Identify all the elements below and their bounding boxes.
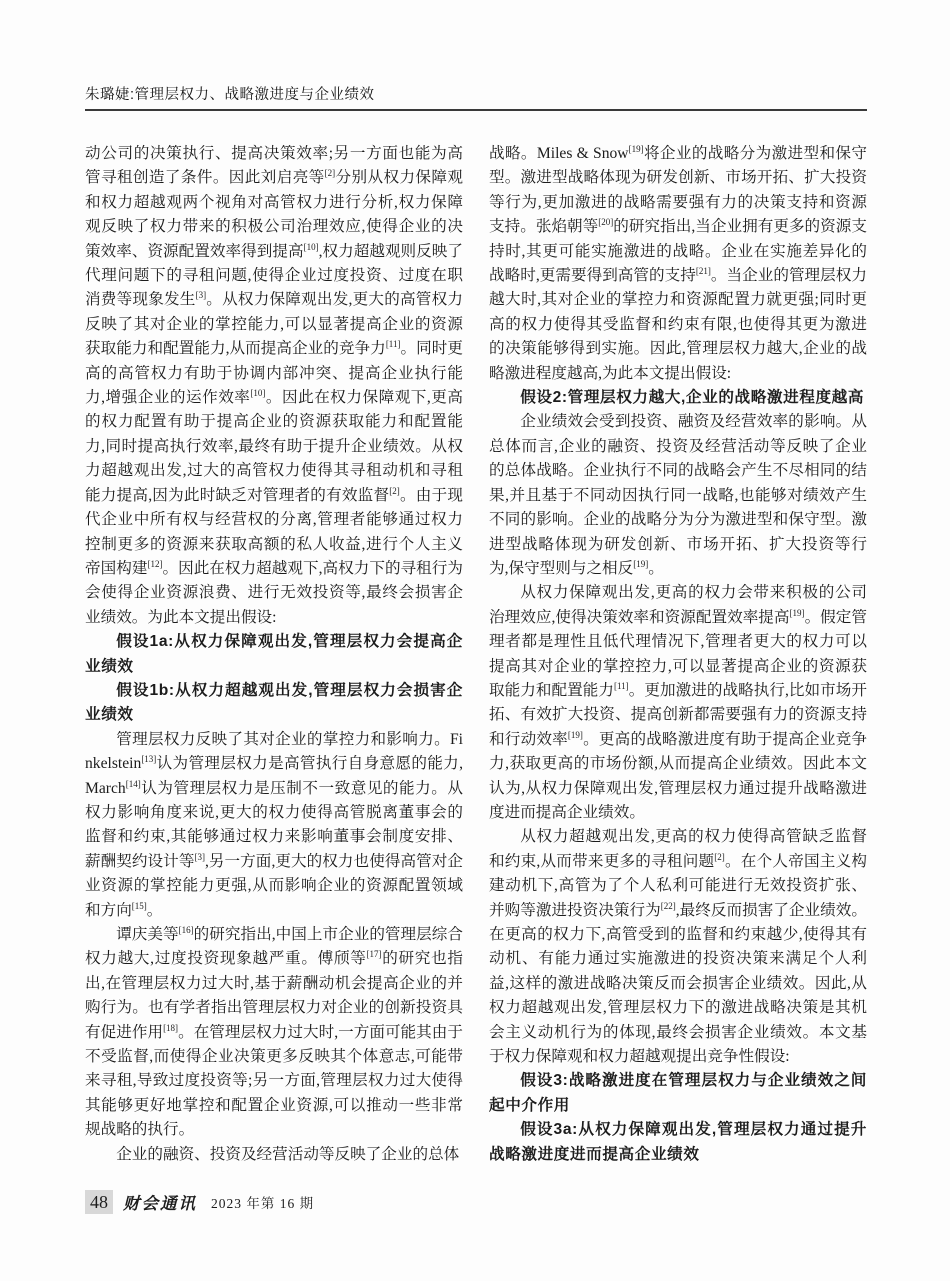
page-header — [85, 86, 867, 111]
body-paragraph: 管理层权力反映了其对企业的掌控力和影响力。Finkelstein[13]认为管理层权力是高管执行自身意愿的能力,March[14]认为管理层权力是压制不一致意见的能力。从权力影响角度来说,更大的权力使得高管脱离董事会的监督和约束,其能够通过权力来影响董事会制度安排、薪酬契约设计等[3],另一方面,更大的权力也使得高管对企业资源的掌控能力更强,从而影响企业的资源配置领域和方向[15]。 — [85, 730, 463, 919]
body-paragraph: 动公司的决策执行、提高决策效率;另一方面也能为高管寻租创造了条件。因此刘启亮等[2]分别从权力保障观和权力超越观两个视角对高管权力进行分析,权力保障观反映了权力带来的积极公司治理效应,使得企业的决策效率、资源配置效率得到提高[10],权力超越观则反映了代理问题下的寻租问题,使得企业过度投资、过度在职消费等现象发生[3]。从权力保障观出发,更大的高管权力反映了其对企业的掌控能力,可以显著提高企业的资源获取能力和配置能力,从而提高企业的竞争力[11]。同时更高的高管权力有助于协调内部冲突、提高企业执行能力,增强企业的运作效率[10]。因此在权力保障观下,更高的权力配置有助于提高企业的资源获取能力和配置能力,同时提高执行效率,最终有助于提升企业绩效。从权力超越观出发,过大的高管权力使得其寻租动机和寻租能力提高,因为此时缺乏对管理者的有效监督[2]。由于现代企业中所有权与经营权的分离,管理者能够通过权力控制更多的资源来获取高额的私人收益,进行个人主义帝国构建[12]。因此在权力超越观下,高权力下的寻租行为会使得企业资源浪费、进行无效投资等,最终会损害企业绩效。为此本文提出假设: — [85, 145, 463, 626]
citation-ref: [2] — [324, 168, 336, 179]
hypothesis-paragraph: 假设3a:从权力保障观出发,管理层权力通过提升战略激进度进而提高企业绩效 — [489, 1121, 867, 1163]
page-footer — [85, 1190, 867, 1214]
citation-ref: [2] — [714, 851, 725, 862]
body-paragraph: 企业的融资、投资及经营活动等反映了企业的总体 — [116, 1145, 460, 1163]
citation-ref: [12] — [147, 558, 163, 569]
issue-info: 2023 年第 16 期 — [211, 1196, 315, 1211]
article-body — [85, 142, 867, 1167]
citation-ref: [14] — [125, 778, 141, 789]
citation-ref: [10] — [250, 387, 266, 398]
citation-ref: [19] — [633, 558, 649, 569]
citation-ref: [19] — [567, 729, 583, 740]
column-right — [489, 142, 867, 1167]
citation-ref: [19] — [789, 607, 805, 618]
citation-ref: [18] — [163, 1022, 179, 1033]
citation-ref: [20] — [598, 217, 614, 228]
citation-ref: [10] — [303, 241, 319, 252]
citation-ref: [2] — [389, 485, 400, 496]
citation-ref: [3] — [195, 290, 207, 301]
running-title: 朱璐婕:管理层权力、战略激进度与企业绩效 — [85, 87, 375, 103]
citation-ref: [15] — [131, 900, 147, 911]
citation-ref: [19] — [628, 143, 644, 154]
hypothesis-paragraph: 假设1a:从权力保障观出发,管理层权力会提高企业绩效 — [85, 633, 463, 675]
body-paragraph: 企业绩效会受到投资、融资及经营效率的影响。从总体而言,企业的融资、投资及经营活动等反映了企业的总体战略。企业执行不同的战略会产生不尽相同的结果,并且基于不同动因执行同一战略,也能够对绩效产生不同的影响。企业的战略分为分为激进型和保守型。激进型战略体现为研发创新、市场开拓、扩大投资等行为,保守型则与之相反[19]。 — [489, 413, 867, 577]
citation-ref: [3] — [194, 851, 205, 862]
citation-ref: [16] — [178, 924, 194, 935]
body-paragraph: 从权力保障观出发,更高的权力会带来积极的公司治理效应,使得决策效率和资源配置效率提高[19]。假定管理者都是理性且低代理情况下,管理者更大的权力可以提高其对企业的掌控控力,可以显著提高企业的资源获取能力和配置能力[11]。更加激进的战略执行,比如市场开拓、有效扩大投资、提高创新都需要强有力的资源支持和行动效率[19]。更高的战略激进度有助于提高企业竞争力,获取更高的市场份额,从而提高企业绩效。因此本文认为,从权力保障观出发,管理层权力通过提升战略激进度进而提高企业绩效。 — [489, 584, 867, 821]
hypothesis-paragraph: 假设3:战略激进度在管理层权力与企业绩效之间起中介作用 — [489, 1072, 867, 1114]
citation-ref: [11] — [385, 339, 401, 350]
citation-ref: [11] — [614, 680, 629, 691]
column-left — [85, 142, 463, 1167]
header-rule — [85, 109, 867, 111]
page-number: 48 — [85, 1190, 113, 1214]
body-paragraph: 战略。Miles & Snow[19]将企业的战略分为激进型和保守型。激进型战略体现为研发创新、市场开拓、扩大投资等行为,更加激进的战略需要强有力的决策支持和资源支持。张焰朝等[20]的研究指出,当企业拥有更多的资源支持时,其更可能实施激进的战略。企业在实施差异化的战略时,更需要得到高管的支持[21]。当企业的管理层权力越大时,其对企业的掌控力和资源配置力就更强;同时更高的权力使得其受监督和约束有限,也使得其更为激进的决策能够得到实施。因此,管理层权力越大,企业的战略激进程度越高,为此本文提出假设: — [489, 143, 867, 382]
body-paragraph: 从权力超越观出发,更高的权力使得高管缺乏监督和约束,从而带来更多的寻租问题[2]。在个人帝国主义构建动机下,高管为了个人私利可能进行无效投资扩张、并购等激进投资决策行为[22],最终反而损害了企业绩效。在更高的权力下,高管受到的监督和约束越少,使得其有动机、有能力通过实施激进的投资决策来满足个人利益,这样的激进战略决策反而会损害企业绩效。因此,从权力超越观出发,管理层权力下的激进战略决策是其机会主义动机行为的体现,最终会损害企业绩效。本文基于权力保障观和权力超越观提出竞争性假设: — [489, 828, 867, 1066]
hypothesis-paragraph: 假设2:管理层权力越大,企业的战略激进程度越高 — [520, 389, 865, 407]
body-paragraph: 谭庆美等[16]的研究指出,中国上市企业的管理层综合权力越大,过度投资现象越严重。傅颀等[17]的研究也指出,在管理层权力过大时,基于薪酬动机会提高企业的并购行为。也有学者指出管理层权力对企业的创新投资具有促进作用[18]。在管理层权力过大时,一方面可能其由于不受监督,而使得企业决策更多反映其个体意志,可能带来寻租,导致过度投资等;另一方面,管理层权力过大使得其能够更好地掌控和配置企业资源,可以推动一些非常规战略的执行。 — [85, 924, 463, 1139]
hypothesis-paragraph: 假设1b:从权力超越观出发,管理层权力会损害企业绩效 — [85, 681, 463, 724]
citation-ref: [13] — [141, 753, 157, 764]
citation-ref: [22] — [660, 900, 676, 911]
citation-ref: [17] — [366, 949, 382, 960]
citation-ref: [21] — [695, 265, 711, 276]
journal-logo: 财会通讯 — [123, 1194, 197, 1213]
